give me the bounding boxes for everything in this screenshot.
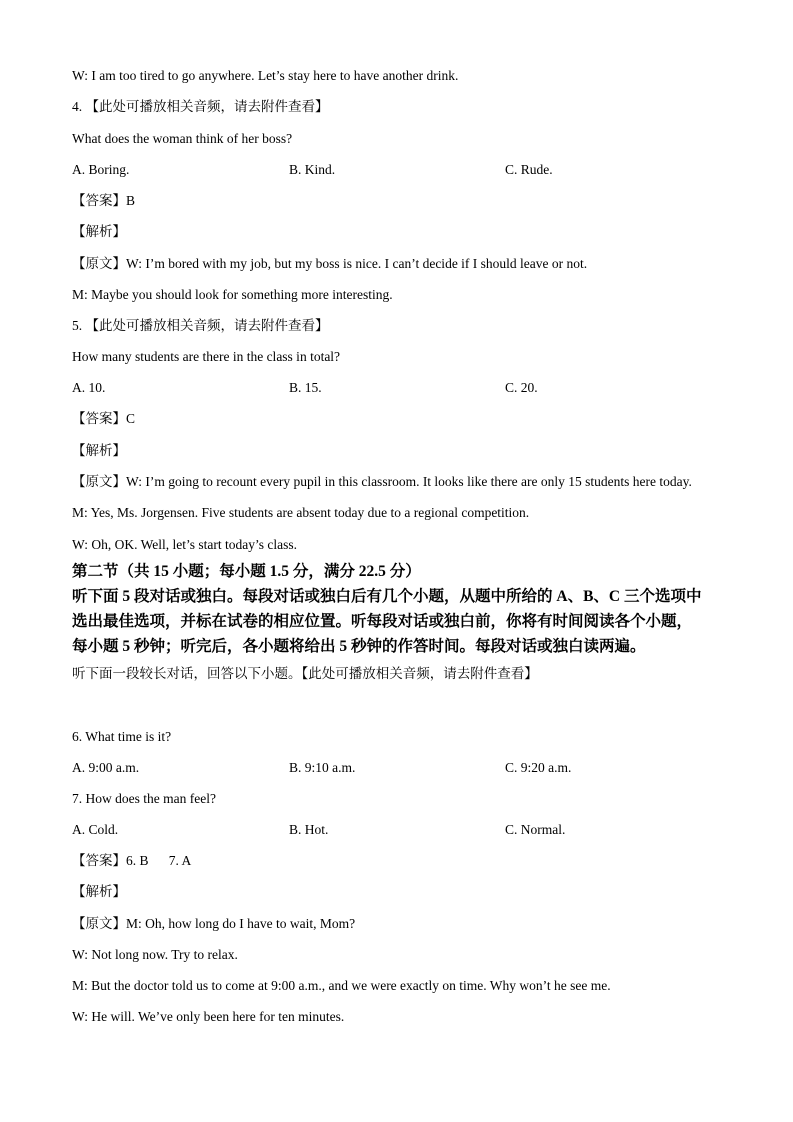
question-4-text: What does the woman think of her boss? (72, 131, 293, 146)
section-2-instructions: 听下面 5 段对话或独白。每段对话或独白后有几个小题，从题中所给的 A、B、C 三个选项中 (72, 588, 702, 605)
q6-7-answer: 【答案】6. B 7. A (72, 853, 192, 868)
q4-transcript: 【原文】W: I’m bored with my job, but my boss is nice. I can’t decide if I should leave or not. (72, 256, 588, 271)
q5-transcript: 【原文】W: I’m going to recount every pupil in this classroom. It looks like there are only 15 students here today. (72, 474, 692, 489)
dialogue-line: M: But the doctor told us to come at 9:00 a.m., and we were exactly on time. Why won’t he see me. (72, 978, 611, 993)
q6-7-transcript: 【原文】M: Oh, how long do I have to wait, Mom? (72, 916, 356, 931)
passage-audio-note: 听下面一段较长对话，回答以下小题。【此处可播放相关音频，请去附件查看】 (72, 666, 538, 681)
question-5-text: How many students are there in the class in total? (72, 349, 341, 364)
q5-analysis-label: 【解析】 (72, 443, 126, 458)
q6-option-a: A. 9:00 a.m. (72, 760, 140, 775)
q6-option-c: C. 9:20 a.m. (505, 760, 572, 775)
q4-answer: 【答案】B (72, 193, 136, 208)
q4-option-b: B. Kind. (289, 162, 336, 177)
question-5-audio-note: 5. 【此处可播放相关音频，请去附件查看】 (72, 318, 329, 333)
q5-option-c: C. 20. (505, 380, 538, 395)
dialogue-line: W: I am too tired to go anywhere. Let’s stay here to have another drink. (72, 68, 459, 83)
dialogue-line: M: Yes, Ms. Jorgensen. Five students are absent today due to a regional competition. (72, 505, 530, 520)
section-2-heading: 第二节（共 15 小题；每小题 1.5 分，满分 22.5 分） (72, 563, 421, 580)
q7-option-b: B. Hot. (289, 822, 329, 837)
section-2-instructions: 选出最佳选项，并标在试卷的相应位置。听每段对话或独白前，你将有时间阅读各个小题， (72, 613, 693, 630)
dialogue-line: W: He will. We’ve only been here for ten minutes. (72, 1009, 345, 1024)
q6-option-b: B. 9:10 a.m. (289, 760, 356, 775)
question-7-text: 7. How does the man feel? (72, 791, 216, 806)
section-2-instructions: 每小题 5 秒钟；听完后，各小题将给出 5 秒钟的作答时间。每段对话或独白读两遍。 (72, 638, 646, 655)
q4-option-c: C. Rude. (505, 162, 553, 177)
q7-option-c: C. Normal. (505, 822, 566, 837)
q7-option-a: A. Cold. (72, 822, 119, 837)
dialogue-line: W: Oh, OK. Well, let’s start today’s class. (72, 537, 298, 552)
q6-7-analysis-label: 【解析】 (72, 884, 126, 899)
q5-option-a: A. 10. (72, 380, 106, 395)
q4-analysis-label: 【解析】 (72, 224, 126, 239)
question-4-audio-note: 4. 【此处可播放相关音频，请去附件查看】 (72, 99, 329, 114)
dialogue-line: M: Maybe you should look for something more interesting. (72, 287, 393, 302)
question-6-text: 6. What time is it? (72, 729, 172, 744)
q4-option-a: A. Boring. (72, 162, 130, 177)
q5-answer: 【答案】C (72, 411, 136, 426)
dialogue-line: W: Not long now. Try to relax. (72, 947, 238, 962)
q5-option-b: B. 15. (289, 380, 322, 395)
